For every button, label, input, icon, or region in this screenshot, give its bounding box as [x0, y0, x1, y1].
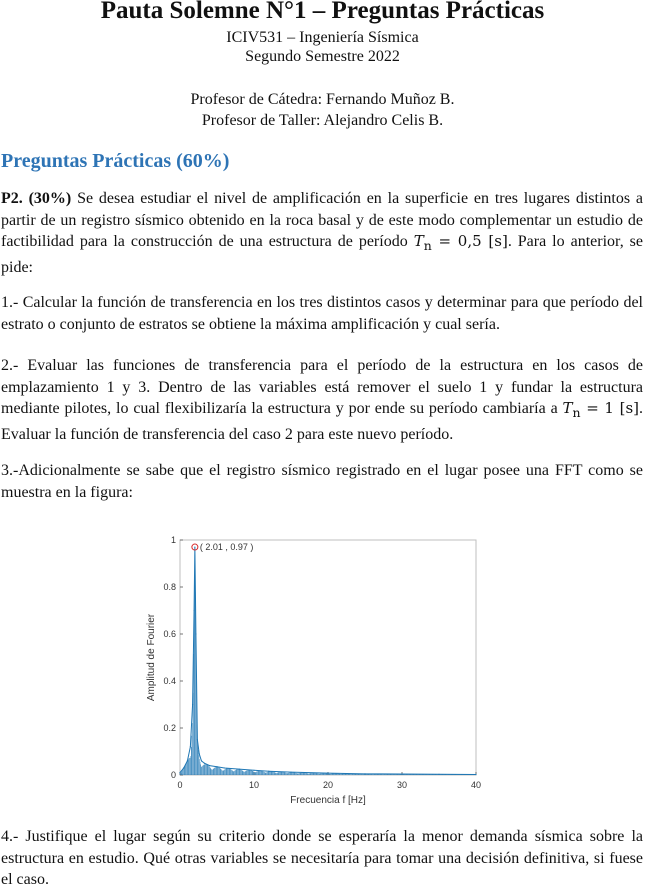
y-tick-label-4: 0.8	[163, 582, 176, 592]
data-point-1	[183, 767, 184, 768]
x-tick-label-0: 0	[177, 780, 183, 790]
p2-text-end: . Para lo anterior, se pide:	[1, 233, 644, 276]
section-title: Preguntas Prácticas (60%)	[1, 150, 230, 172]
y-tick-label-5: 1	[170, 535, 176, 545]
data-point-18	[290, 772, 291, 773]
document-title: Pauta Solemne N°1 – Preguntas Prácticas	[100, 0, 545, 24]
y-tick-label-1: 0.2	[163, 723, 176, 733]
data-point-19	[327, 773, 328, 774]
data-point-23	[475, 774, 476, 775]
data-point-6	[194, 546, 195, 547]
y-tick-label-0: 0	[170, 770, 176, 780]
data-point-0	[179, 772, 180, 773]
course-name: ICIV531 – Ingeniería Sísmica	[226, 29, 419, 46]
data-point-16	[253, 770, 254, 771]
peak-annotation: ( 2.01 , 0.97 )	[199, 542, 254, 553]
data-point-8	[197, 739, 198, 740]
x-tick-label-3: 30	[396, 780, 408, 790]
q2-text-end: . Evaluar la función de transferencia del caso 2 para este nuevo período.	[1, 400, 643, 443]
data-point-11	[204, 763, 205, 764]
question-p2	[1, 188, 643, 278]
x-tick-label-2: 20	[322, 780, 334, 790]
x-axis-label: Frecuencia f [Hz]	[290, 795, 366, 806]
y-axis-label: Amplitud de Fourier	[146, 613, 157, 702]
data-point-15	[239, 769, 240, 770]
q2-period-math: $T_n = 1$ [s]	[562, 399, 639, 420]
data-point-4	[192, 704, 193, 705]
fft-chart	[140, 530, 500, 810]
p2-text: Se desea estudiar el nivel de amplificación en la superficie en tres lugares distintos a partir de un registro sísmico obtenido en la roca basal y de este modo complementar un estudio de factibilidad para la construcción de una estructura de período	[1, 190, 643, 250]
semester: Segundo Semestre 2022	[245, 48, 400, 65]
x-tick-label-4: 40	[470, 780, 482, 790]
question-2	[1, 355, 643, 445]
plot-area	[180, 540, 476, 775]
data-point-5	[193, 610, 194, 611]
q2-text: 2.- Evaluar las funciones de transferencia para el período de la estructura en los casos de emplazamiento 1 y 3. Dentro de las variables está remover el suelo 1 y fundar la estructura mediante pilotes, lo cual flexibilizaría la estructura y por ende su período cambiaría a	[1, 357, 643, 417]
data-point-7	[195, 633, 196, 634]
question-3: 3.-Adicionalmente se sabe que el registro sísmico registrado en el lugar posee una FFT como se muestra en la figura:	[1, 462, 643, 501]
p2-period-math: $T_n = 0,5$ [s]	[413, 232, 508, 253]
fft-figure	[140, 530, 500, 810]
data-point-21	[401, 773, 402, 774]
question-4: 4.- Justifique el lugar según su criterio donde se esperaría la menor demanda sísmica sobre la estructura en estudio. Qué otras variables se necesitaría para tomar una decisión definitiva, si fuese el caso.	[1, 828, 643, 888]
question-1: 1.- Calcular la función de transferencia en los tres distintos casos y determinar para que período del estrato o conjunto de estratos se obtiene la máxima amplificación y cual sería.	[1, 294, 643, 333]
professor-taller: Profesor de Taller: Alejandro Celis B.	[201, 112, 444, 129]
data-point-22	[438, 774, 439, 775]
data-point-13	[216, 766, 217, 767]
data-point-10	[201, 760, 202, 761]
y-tick-label-3: 0.6	[163, 629, 176, 639]
data-point-20	[364, 773, 365, 774]
data-point-2	[187, 760, 188, 761]
data-point-12	[209, 765, 210, 766]
p2-label: P2. (30%)	[1, 190, 72, 207]
data-point-14	[224, 767, 225, 768]
professor-catedra: Profesor de Cátedra: Fernando Muñoz B.	[190, 91, 455, 108]
data-point-17	[268, 771, 269, 772]
data-point-9	[199, 753, 200, 754]
data-point-3	[190, 746, 191, 747]
y-tick-label-2: 0.4	[163, 676, 176, 686]
x-tick-label-1: 10	[248, 780, 260, 790]
